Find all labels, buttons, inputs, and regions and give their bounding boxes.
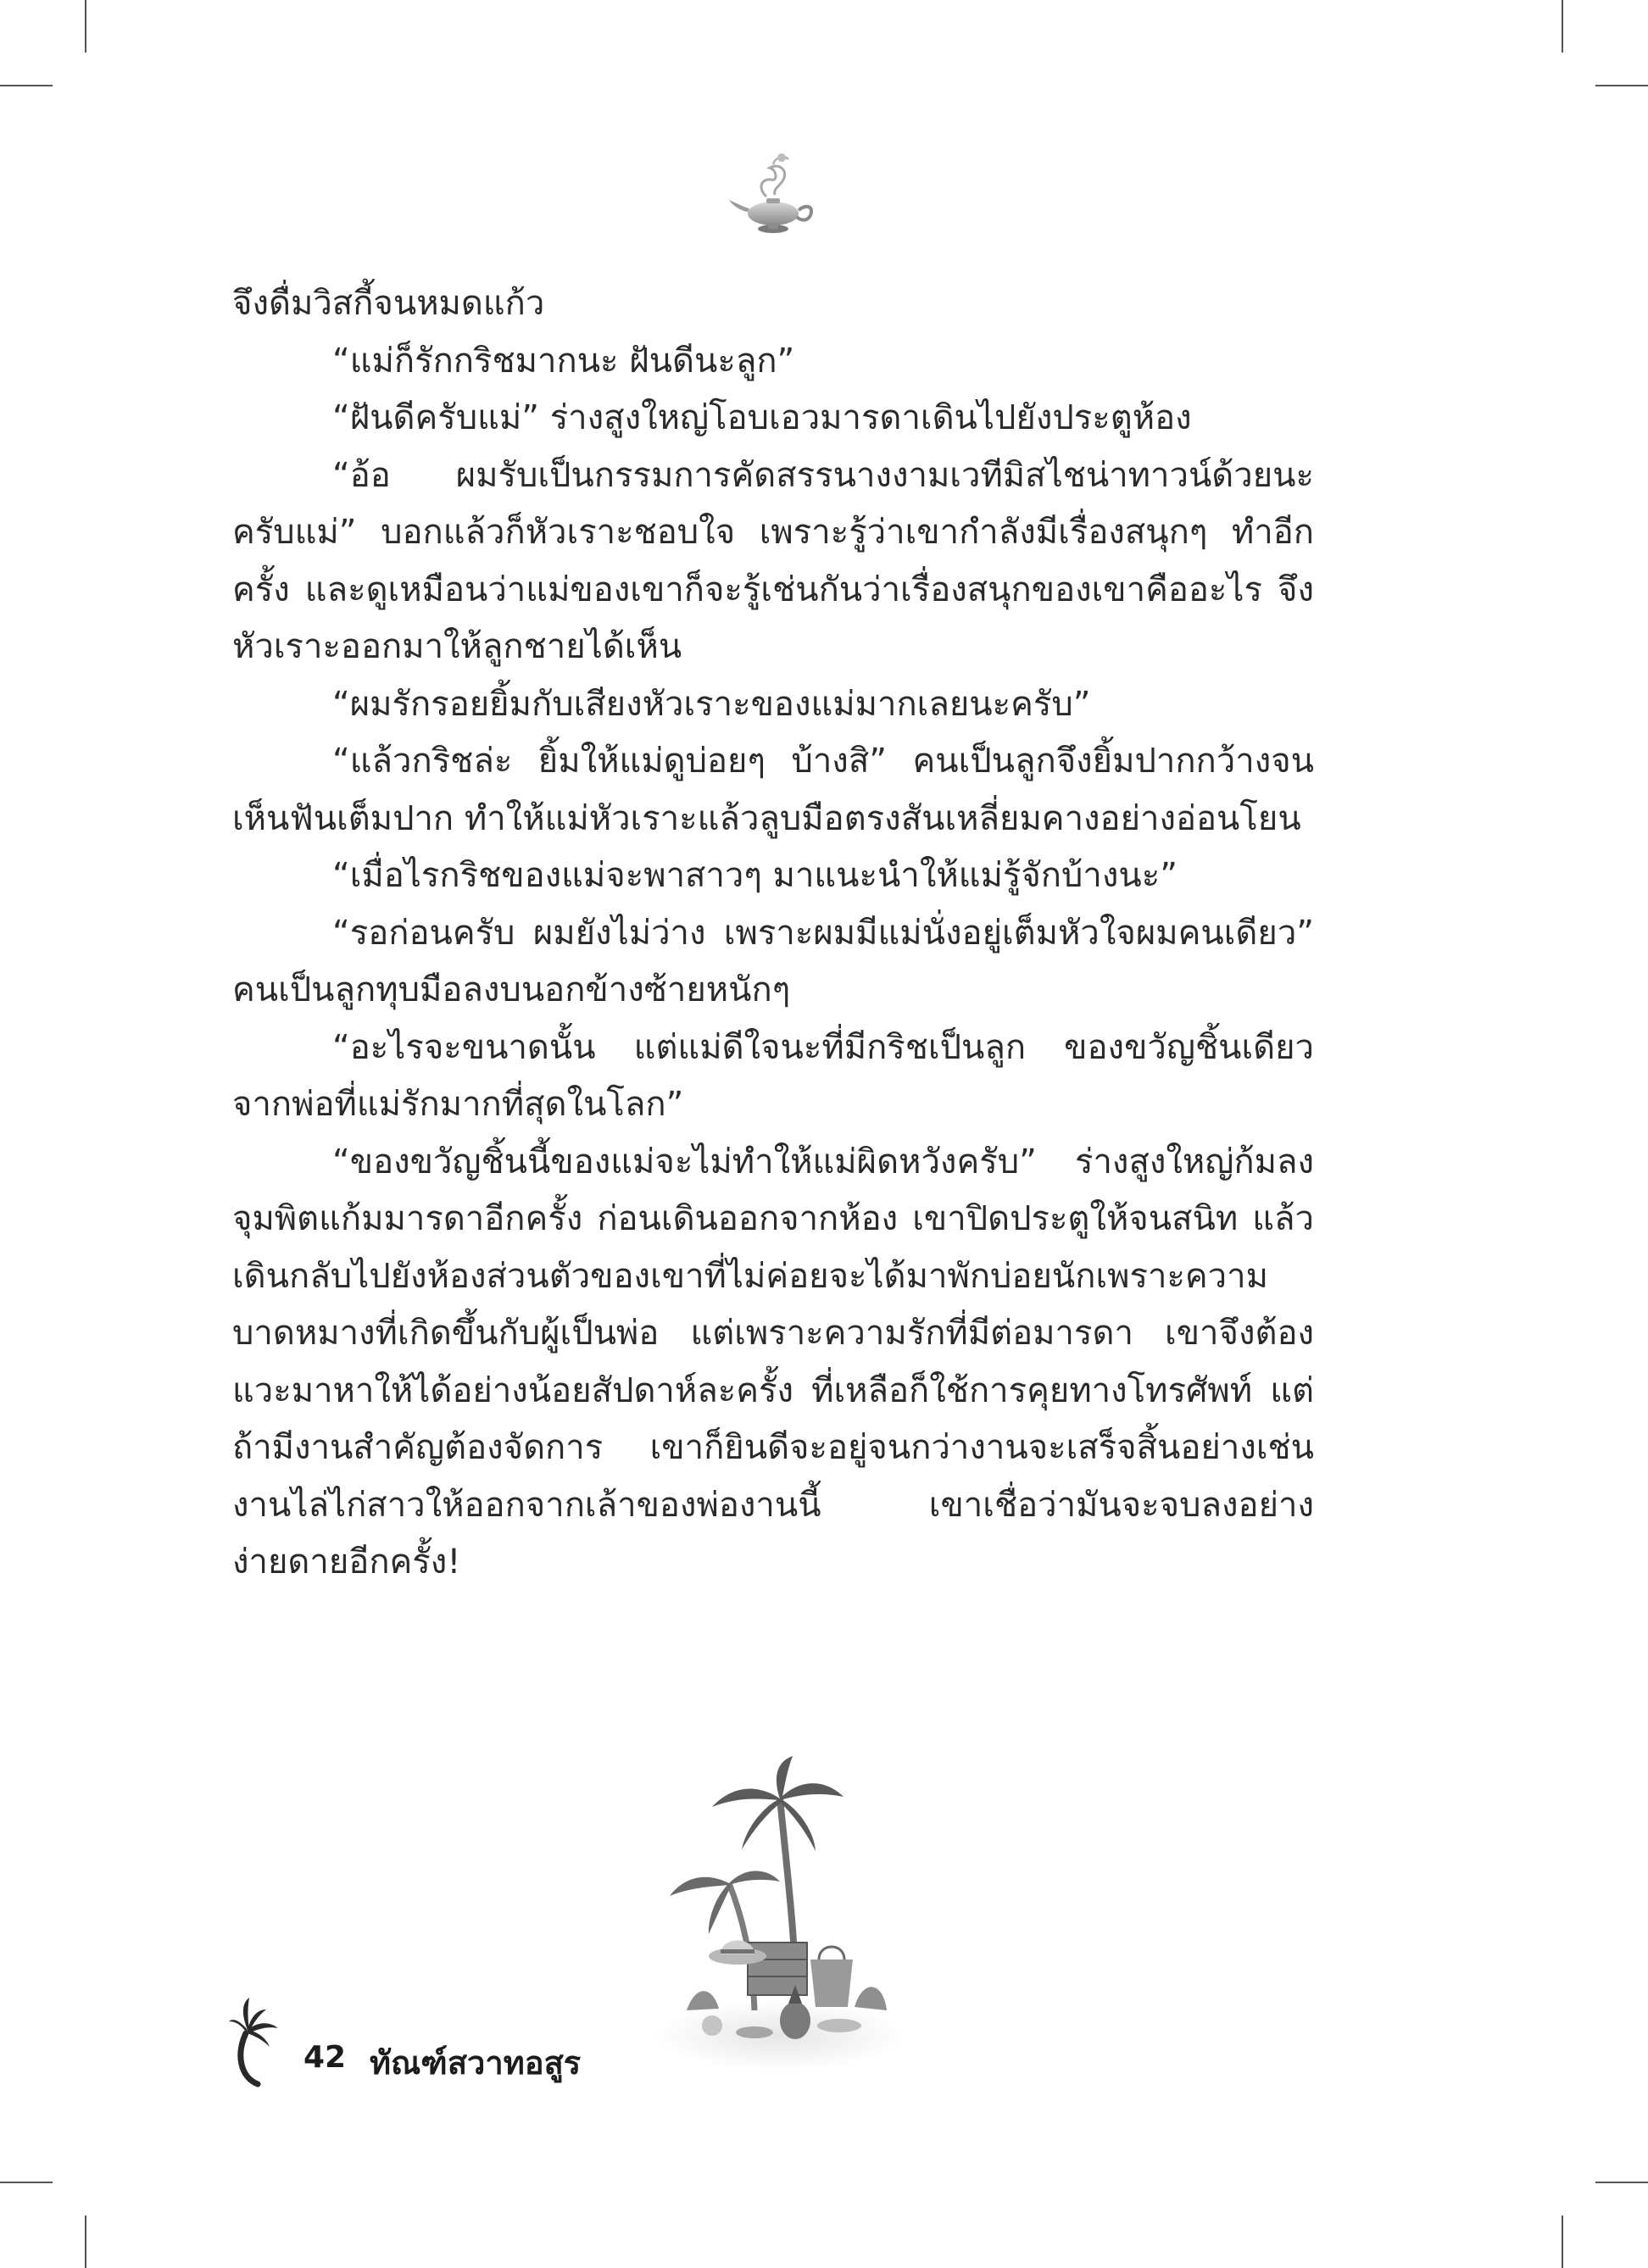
page-footer [229, 1996, 738, 2089]
paragraph: “แม่ก็รักกริชมากนะ ฝันดีนะลูก” [332, 341, 795, 381]
crop-mark [1595, 2182, 1648, 2183]
paragraph: “อ้อ ผมรับเป็นกรรมการคัดสรรนางงามเวทีมิสไชน่าทาวน์ด้วยนะครับแม่” บอกแล้วก็หัวเราะชอบใจ เพราะรู้ว่าเขากำลังมีเรื่องสนุกๆ ทำอีกครั้ง และดูเหมือนว่าแม่ของเขาก็จะรู้เช่นกันว่าเรื่องสนุกของเขาคืออะไร จึงหัวเราะออกมาให้ลูกชายได้เห็น [232, 455, 1314, 666]
paragraph: “เมื่อไรกริชของแม่จะพาสาวๆ มาแนะนำให้แม่รู้จักบ้างนะ” [332, 856, 1178, 895]
paragraph: “ผมรักรอยยิ้มกับเสียงหัวเราะของแม่มากเลยนะครับ” [332, 684, 1091, 724]
paragraph: “รอก่อนครับ ผมยังไม่ว่าง เพราะผมมีแม่นั่งอยู่เต็มหัวใจผมคนเดียว” คนเป็นลูกทุบมือลงบนอกข้างซ้ายหนักๆ [232, 913, 1314, 1009]
book-title: ทัณฑ์สวาทอสูร [370, 2044, 582, 2082]
page-number: 42 [303, 2040, 347, 2075]
genie-lamp-icon [722, 144, 824, 246]
crop-mark [1595, 85, 1648, 86]
crop-mark [85, 0, 86, 53]
palm-tree-icon [229, 1996, 288, 2089]
paragraph: จึงดื่มวิสกี้จนหมดแก้ว [232, 284, 545, 323]
paragraph: “แล้วกริชล่ะ ยิ้มให้แม่ดูบ่อยๆ บ้างสิ” คนเป็นลูกจึงยิ้มปากกว้างจนเห็นฟันเต็มปาก ทำให้แม่หัวเราะแล้วลูบมือตรงสันเหลี่ยมคางอย่างอ่อนโยน [232, 742, 1314, 838]
paragraph: “ของขวัญชิ้นนี้ของแม่จะไม่ทำให้แม่ผิดหวังครับ” ร่างสูงใหญ่ก้มลงจุมพิตแก้มมารดาอีกครั้ง ก่อนเดินออกจากห้อง เขาปิดประตูให้จนสนิท แล้วเดินกลับไปยังห้องส่วนตัวของเขาที่ไม่ค่อยจะได้มาพักบ่อยนักเพราะความบาดหมางที่เกิดขึ้นกับผู้เป็นพ่อ แต่เพราะความรักที่มีต่อมารดา เขาจึงต้องแวะมาหาให้ได้อย่างน้อยสัปดาห์ละครั้ง ที่เหลือก็ใช้การคุยทางโทรศัพท์ แต่ถ้ามีงานสำคัญต้องจัดการ เขาก็ยินดีจะอยู่จนกว่างานจะเสร็จสิ้นอย่างเช่นงานไล่ไก่สาวให้ออกจากเล้าของพ่องานนี้ เขาเชื่อว่ามันจะจบลงอย่างง่ายดายอีกครั้ง! [232, 1142, 1314, 1581]
paragraph: “ฝันดีครับแม่” ร่างสูงใหญ่โอบเอวมารดาเดินไปยังประตูห้อง [332, 398, 1192, 437]
crop-mark [85, 2215, 86, 2268]
crop-mark [0, 85, 53, 86]
crop-mark [1562, 2215, 1563, 2268]
paragraph: “อะไรจะขนาดนั้น แต่แม่ดีใจนะที่มีกริชเป็นลูก ของขวัญชิ้นเดียวจากพ่อที่แม่รักมากที่สุดในโลก” [232, 1027, 1314, 1124]
crop-mark [1562, 0, 1563, 53]
crop-mark [0, 2182, 53, 2183]
body-text [232, 275, 1314, 1592]
